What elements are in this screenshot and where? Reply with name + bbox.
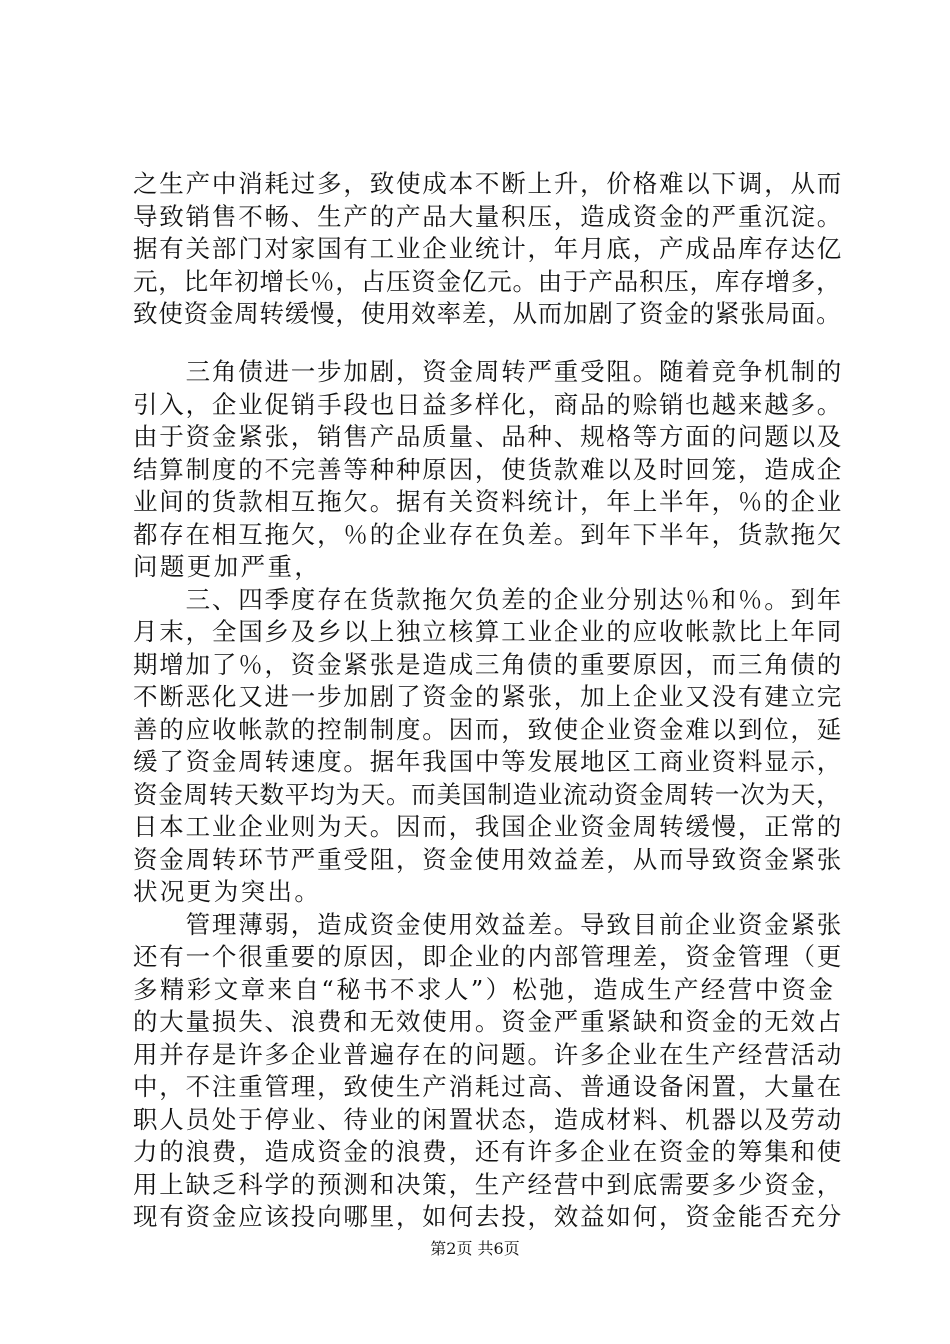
text-line: 的大量损失、浪费和无效使用。资金严重紧缺和资金的无效占 xyxy=(133,1007,844,1036)
text-line: 缓了资金周转速度。据年我国中等发展地区工商业资料显示， xyxy=(133,747,844,776)
text-line: 问题更加严重， xyxy=(133,552,322,581)
text-line: 导致销售不畅、生产的产品大量积压，造成资金的严重沉淀。 xyxy=(133,201,844,231)
text-line: 致使资金周转缓慢，使用效率差，从而加剧了资金的紧张局面。 xyxy=(133,299,842,328)
page-indicator: 第2页 共6页 xyxy=(430,1239,520,1258)
text-line: 业间的货款相互拖欠。据有关资料统计，年上半年，％的企业 xyxy=(133,487,844,516)
text-line: 善的应收帐款的控制制度。因而，致使企业资金难以到位，延 xyxy=(133,714,844,744)
text-line: 由于资金紧张，销售产品质量、品种、规格等方面的问题以及 xyxy=(133,422,844,451)
text-line: 月末，全国乡及乡以上独立核算工业企业的应收帐款比上年同 xyxy=(133,617,844,646)
text-line: 中，不注重管理，致使生产消耗过高、普通设备闲置，大量在 xyxy=(133,1072,844,1101)
text-line: 力的浪费，造成资金的浪费，还有许多企业在资金的筹集和使 xyxy=(133,1137,844,1166)
text-line: 引入，企业促销手段也日益多样化，商品的赊销也越来越多。 xyxy=(133,389,844,419)
text-line: 不断恶化又进一步加剧了资金的紧张，加上企业又没有建立完 xyxy=(133,682,844,711)
text-line: 管理薄弱，造成资金使用效益差。导致目前企业资金紧张 xyxy=(133,909,844,939)
text-line: 期增加了％，资金紧张是造成三角债的重要原因，而三角债的 xyxy=(133,649,844,679)
text-line: 资金周转环节严重受阻，资金使用效益差，从而导致资金紧张 xyxy=(133,844,844,874)
text-line: 据有关部门对家国有工业企业统计，年月底，产成品库存达亿 xyxy=(133,234,844,263)
text-line: 资金周转天数平均为天。而美国制造业流动资金周转一次为天， xyxy=(133,779,842,809)
text-line: 日本工业企业则为天。因而，我国企业资金周转缓慢，正常的 xyxy=(133,812,844,841)
text-line: 结算制度的不完善等种种原因，使货款难以及时回笼，造成企 xyxy=(133,454,844,484)
text-line: 三角债进一步加剧，资金周转严重受阻。随着竞争机制的 xyxy=(133,357,844,386)
text-line: 用并存是许多企业普遍存在的问题。许多企业在生产经营活动 xyxy=(133,1039,844,1069)
paragraph-2 xyxy=(133,356,843,1234)
text-line: 元，比年初增长％，占压资金亿元。由于产品积压，库存增多， xyxy=(133,266,842,296)
text-line: 职人员处于停业、待业的闲置状态，造成材料、机器以及劳动 xyxy=(133,1104,844,1134)
text-line: 用上缺乏科学的预测和决策，生产经营中到底需要多少资金， xyxy=(133,1169,844,1199)
text-line: 之生产中消耗过多，致使成本不断上升，价格难以下调，从而 xyxy=(133,169,844,198)
paragraph-1 xyxy=(133,168,843,331)
text-line: 状况更为突出。 xyxy=(133,877,322,906)
text-line: 三、四季度存在货款拖欠负差的企业分别达％和％。到年 xyxy=(133,584,844,614)
text-line: 还有一个很重要的原因，即企业的内部管理差，资金管理（更 xyxy=(133,942,844,971)
text-line: 都存在相互拖欠，％的企业存在负差。到年下半年，货款拖欠 xyxy=(133,519,844,549)
text-line: 多精彩文章来自“秘书不求人”）松弛，造成生产经营中资金 xyxy=(133,974,836,1004)
text-line: 现有资金应该投向哪里，如何去投，效益如何，资金能否充分 xyxy=(133,1202,844,1231)
page-footer xyxy=(0,1238,950,1260)
